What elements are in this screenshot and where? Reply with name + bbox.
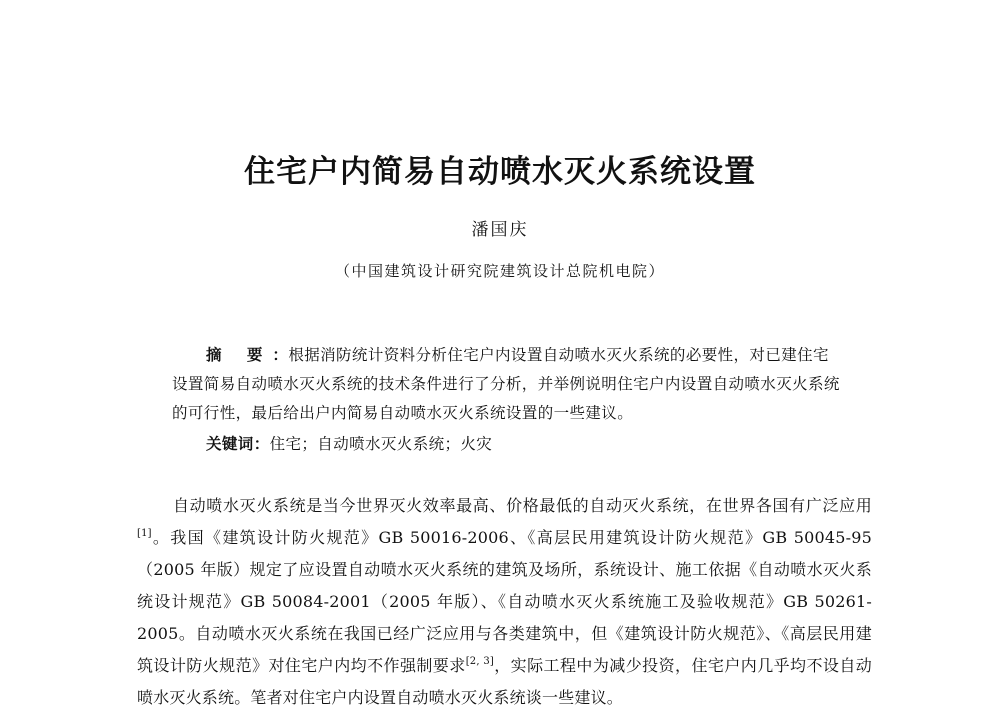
author-name: 潘国庆 [471,220,529,240]
body-text-part1: 自动喷水灭火系统是当今世界灭火效率最高、价格最低的自动灭火系统，在世界各国有广泛应用 [173,496,872,515]
paper-title: 住宅户内简易自动喷水灭火系统设置 [244,154,756,190]
abstract-block [172,340,842,428]
body-text [137,490,872,714]
body-paragraph [137,490,872,714]
author-affiliation: （中国建筑设计研究院建筑设计总院机电院） [334,262,665,280]
keywords-text: 住宅；自动喷水灭火系统；火灾 [269,435,493,453]
citation-ref2: [2, 3] [465,656,495,667]
body-text-part2: 。我国《建筑设计防火规范》GB 50016-2006、《高层民用建筑设计防火规范》GB 50045-95（2005 年版）规定了应设置自动喷水灭火系统的建筑及场所，系统设计、施工依据《自动喷水灭火系统设计规范》GB 50084-2001（2005 年版）、《自动喷水灭火系统施工及验收规范》GB 50261-2005。自动喷水灭火系统在我国已经广泛应用与各类建筑中，但《建筑设计防火规范》、《高层民用建筑设计防火规范》对住宅户内均不作强制要求 [137,528,872,675]
body-text-part3: ，实际工程中为减少投资，住宅户内几乎均不设自动喷水灭火系统。笔者对住宅户内设置自动喷水灭火系统谈一些建议。 [137,656,872,707]
abstract-paragraph [172,340,842,428]
keywords-line [206,432,492,454]
abstract-colon: ： [272,345,289,364]
abstract-text: 根据消防统计资料分析住宅户内设置自动喷水灭火系统的必要性，对已建住宅设置简易自动喷水灭火系统的技术条件进行了分析，并举例说明住宅户内设置自动喷水灭火系统的可行性，最后给出户内简易自动喷水灭火系统设置的一些建议。 [172,346,840,422]
abstract-label: 摘 要 [206,346,273,364]
citation-ref1: [1] [137,528,152,539]
keywords-label: 关键词： [206,435,270,453]
